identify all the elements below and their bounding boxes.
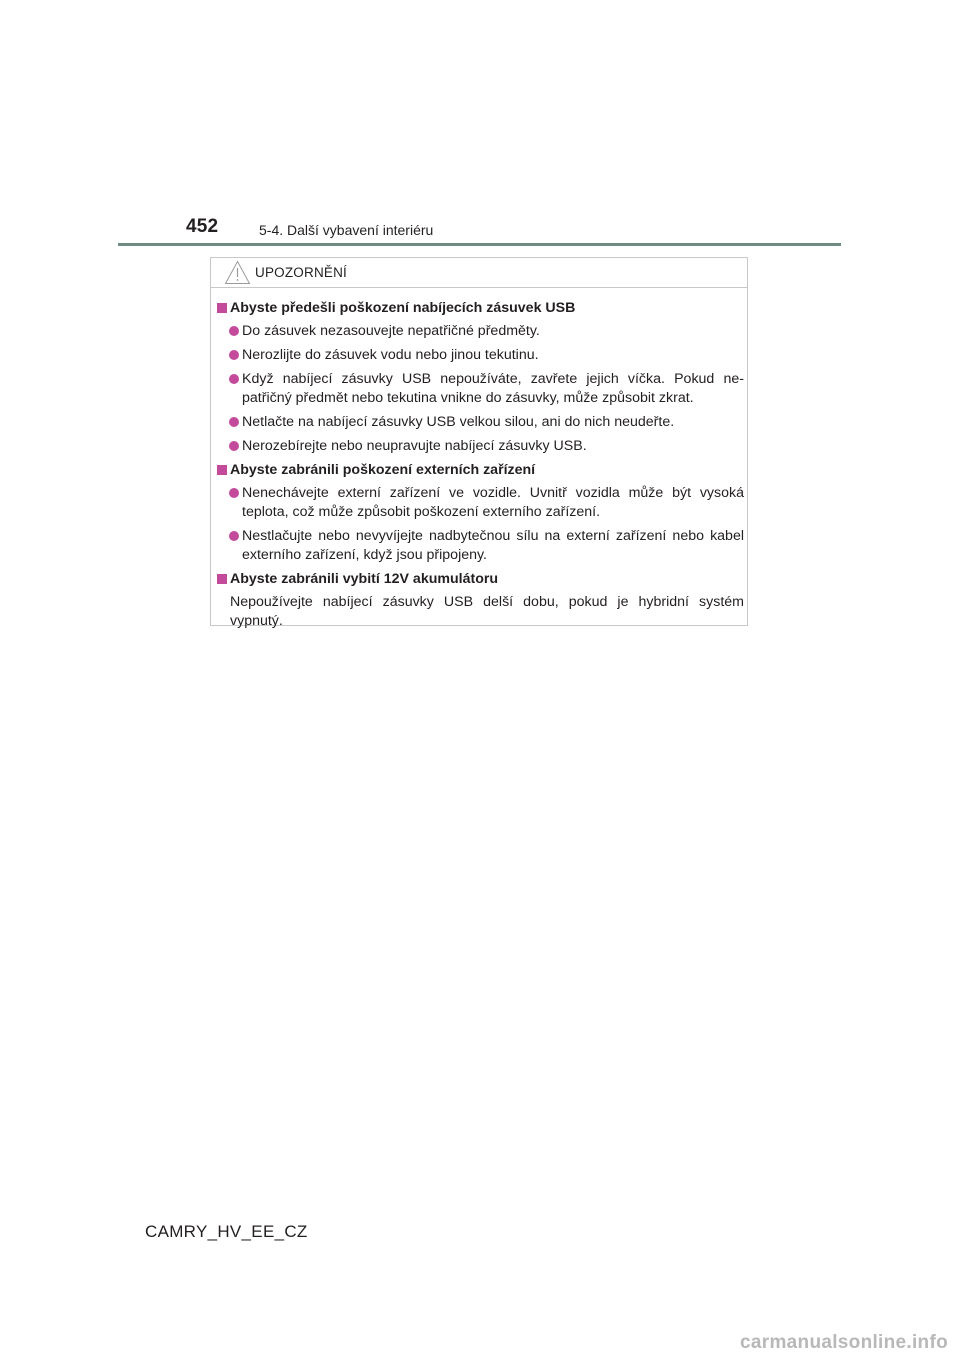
list-item xyxy=(217,413,744,432)
page-number: 452 xyxy=(186,216,219,237)
warning-triangle-icon xyxy=(224,260,251,285)
round-bullet-icon xyxy=(229,374,239,384)
square-bullet-icon xyxy=(217,465,227,475)
section-heading-text: Abyste zabránili vybití 12V akumulátoru xyxy=(230,571,499,587)
list-item xyxy=(217,437,744,456)
list-item-text: Netlačte na nabíjecí zásuvky USB velkou silou, ani do nich neudeřte. xyxy=(242,414,675,430)
square-bullet-icon xyxy=(217,303,227,313)
warning-title: UPOZORNĚNÍ xyxy=(255,265,348,280)
document-code: CAMRY_HV_EE_CZ xyxy=(145,1222,308,1241)
round-bullet-icon xyxy=(229,488,239,498)
section-heading xyxy=(217,570,744,589)
round-bullet-icon xyxy=(229,531,239,541)
list-item xyxy=(217,370,744,408)
list-item xyxy=(217,322,744,341)
round-bullet-icon xyxy=(229,441,239,451)
section-heading-text: Abyste předešli poškození nabíjecích zásuvek USB xyxy=(230,300,576,316)
paragraph: Nepoužívejte nabíjecí zásuvky USB delší dobu, pokud je hybridní systém vypnutý. xyxy=(230,594,744,629)
round-bullet-icon xyxy=(229,350,239,360)
list-item xyxy=(217,527,744,565)
round-bullet-icon xyxy=(229,326,239,336)
list-item-text: Nestlačujte nebo nevyvíjejte nadbytečnou sílu na externí zařízení nebo kabel externího zařízení, když jsou připojeny. xyxy=(242,528,744,563)
watermark: carmanualsonline.info xyxy=(740,1332,948,1353)
list-item xyxy=(217,346,744,365)
section-title: 5-4. Další vybavení interiéru xyxy=(259,222,434,238)
header-rule xyxy=(118,243,841,246)
list-item-text: Nerozebírejte nebo neupravujte nabíjecí zásuvky USB. xyxy=(242,438,587,454)
section-heading xyxy=(217,299,744,318)
list-item xyxy=(217,484,744,522)
warning-box xyxy=(210,257,748,629)
warning-body xyxy=(217,299,744,631)
list-item-text: Nerozlijte do zásuvek vodu nebo jinou tekutinu. xyxy=(242,347,539,363)
warning-header xyxy=(211,258,747,288)
section-heading xyxy=(217,461,744,480)
list-item-text: Nenechávejte externí zařízení ve vozidle. Uvnitř vozidla může být vysoká teplota, což může způsobit poškození externího zařízení. xyxy=(242,485,744,520)
round-bullet-icon xyxy=(229,417,239,427)
section-heading-text: Abyste zabránili poškození externích zařízení xyxy=(230,462,536,478)
square-bullet-icon xyxy=(217,574,227,584)
list-item-text: Do zásuvek nezasouvejte nepatřičné předměty. xyxy=(242,323,540,339)
list-item-text: Když nabíjecí zásuvky USB nepoužíváte, zavřete jejich víčka. Pokud ne-patřičný předmět nebo tekutina vnikne do zásuvky, může způsobit zkrat. xyxy=(242,371,744,406)
